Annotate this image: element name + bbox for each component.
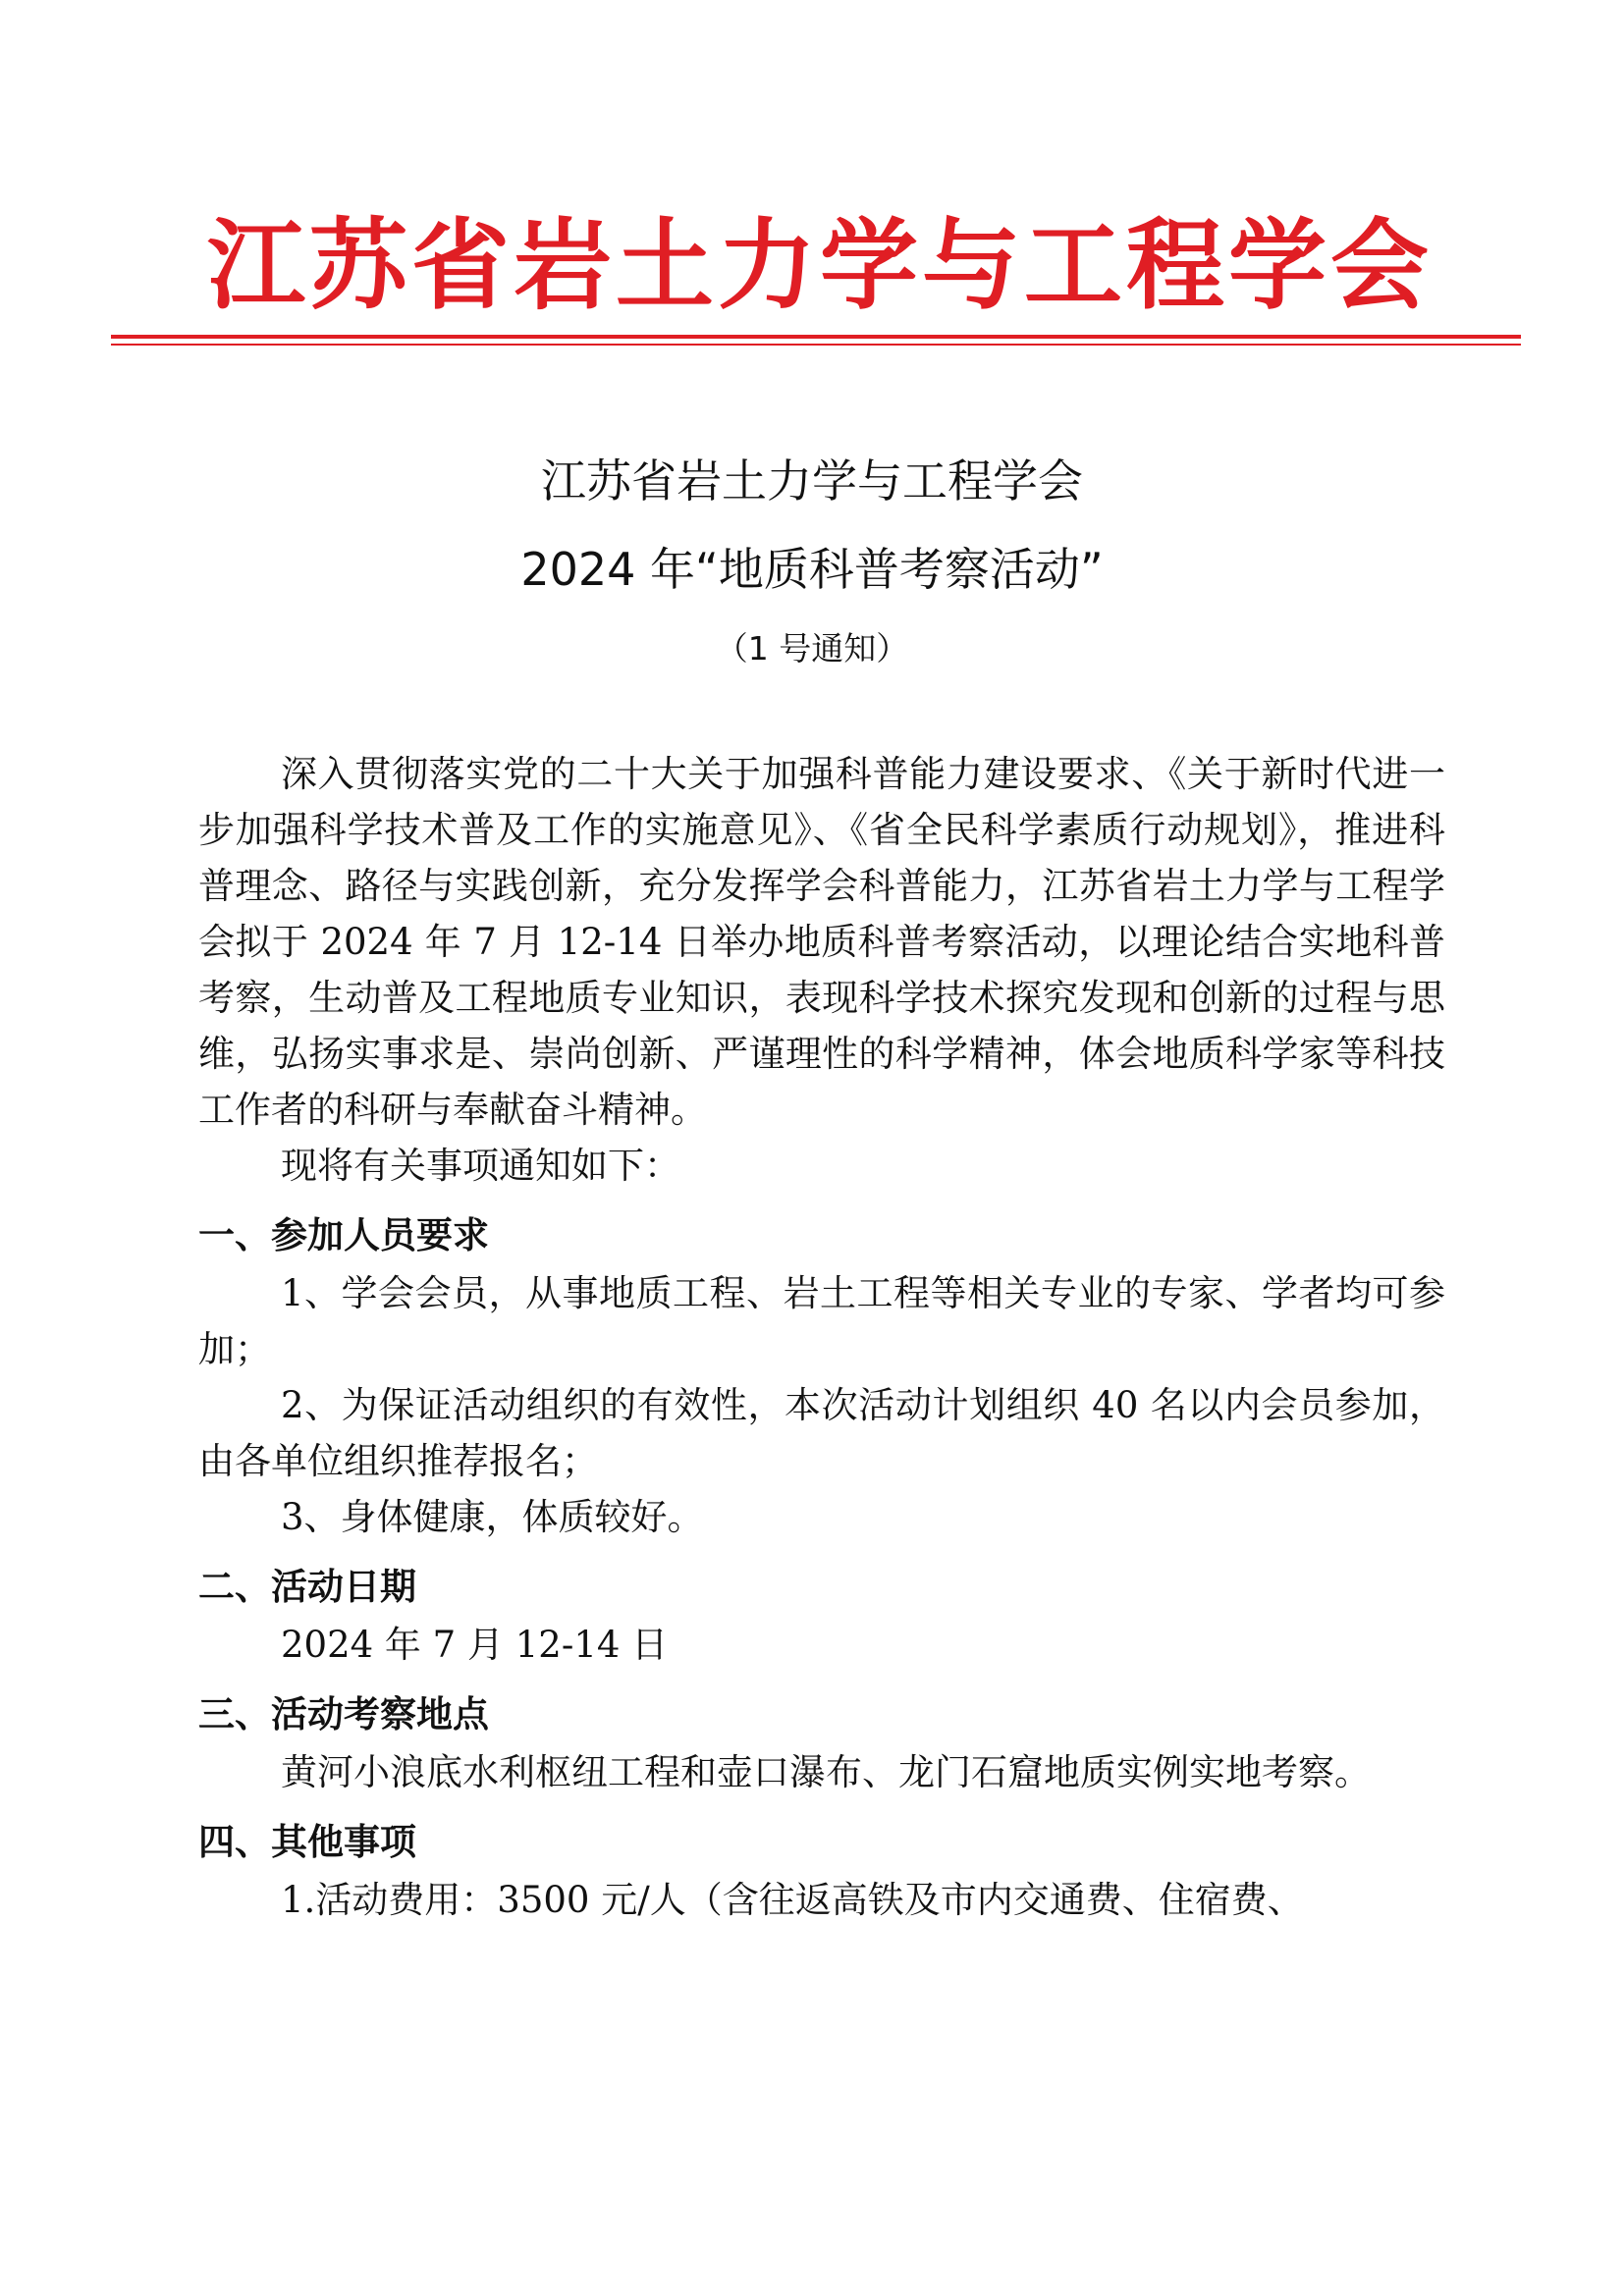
list-item: 1、学会会员，从事地质工程、岩土工程等相关专业的专家、学者均可参加； bbox=[198, 1272, 1445, 1370]
section-location bbox=[198, 1685, 1445, 1800]
list-item: 1.活动费用：3500 元/人（含往返高铁及市内交通费、住宿费、 bbox=[281, 1879, 1304, 1921]
notice-title-line1: 江苏省岩土力学与工程学会 bbox=[541, 454, 1083, 507]
list-item: 黄河小浪底水利枢纽工程和壶口瀑布、龙门石窟地质实例实地考察。 bbox=[281, 1751, 1371, 1793]
section-heading: 二、活动日期 bbox=[198, 1566, 416, 1608]
list-item: 3、身体健康，体质较好。 bbox=[281, 1496, 704, 1538]
letterhead-rule-thick bbox=[111, 335, 1521, 339]
section-participants bbox=[198, 1206, 1445, 1545]
list-item: 2024 年 7 月 12-14 日 bbox=[281, 1624, 669, 1666]
notice-title-line2: 2024 年“地质科普考察活动” bbox=[520, 543, 1104, 596]
section-heading: 一、参加人员要求 bbox=[198, 1214, 489, 1256]
intro-paragraph: 深入贯彻落实党的二十大关于加强科普能力建设要求、《关于新时代进一步加强科学技术普及工作的实施意见》、《省全民科学素质行动规划》，推进科普理念、路径与实践创新，充分发挥学会科普能力，江苏省岩土力学与工程学会拟于 2024 年 7 月 12-14 日举办地质科普考察活动，以理论结合实地科普考察，生动普及工程地质专业知识，表现科学技术探究发现和创新的过程与思维，弘扬实事求是、崇尚创新、严谨理性的科学精神，体会地质科学家等科技工作者的科研与奉献奋斗精神。 bbox=[198, 753, 1445, 1131]
notice-subtitle: （1 号通知） bbox=[715, 629, 909, 667]
notice-body bbox=[198, 746, 1445, 1928]
section-date bbox=[198, 1558, 1445, 1673]
letterhead-org-name: 江苏省岩土力学与工程学会 bbox=[207, 207, 1433, 323]
lead-in-paragraph: 现将有关事项通知如下： bbox=[281, 1145, 680, 1187]
section-other bbox=[198, 1813, 1445, 1928]
section-heading: 四、其他事项 bbox=[198, 1821, 416, 1863]
letterhead-rule-thin bbox=[111, 344, 1521, 346]
section-heading: 三、活动考察地点 bbox=[198, 1693, 489, 1735]
list-item: 2、为保证活动组织的有效性，本次活动计划组织 40 名以内会员参加，由各单位组织推荐报名； bbox=[198, 1384, 1445, 1482]
